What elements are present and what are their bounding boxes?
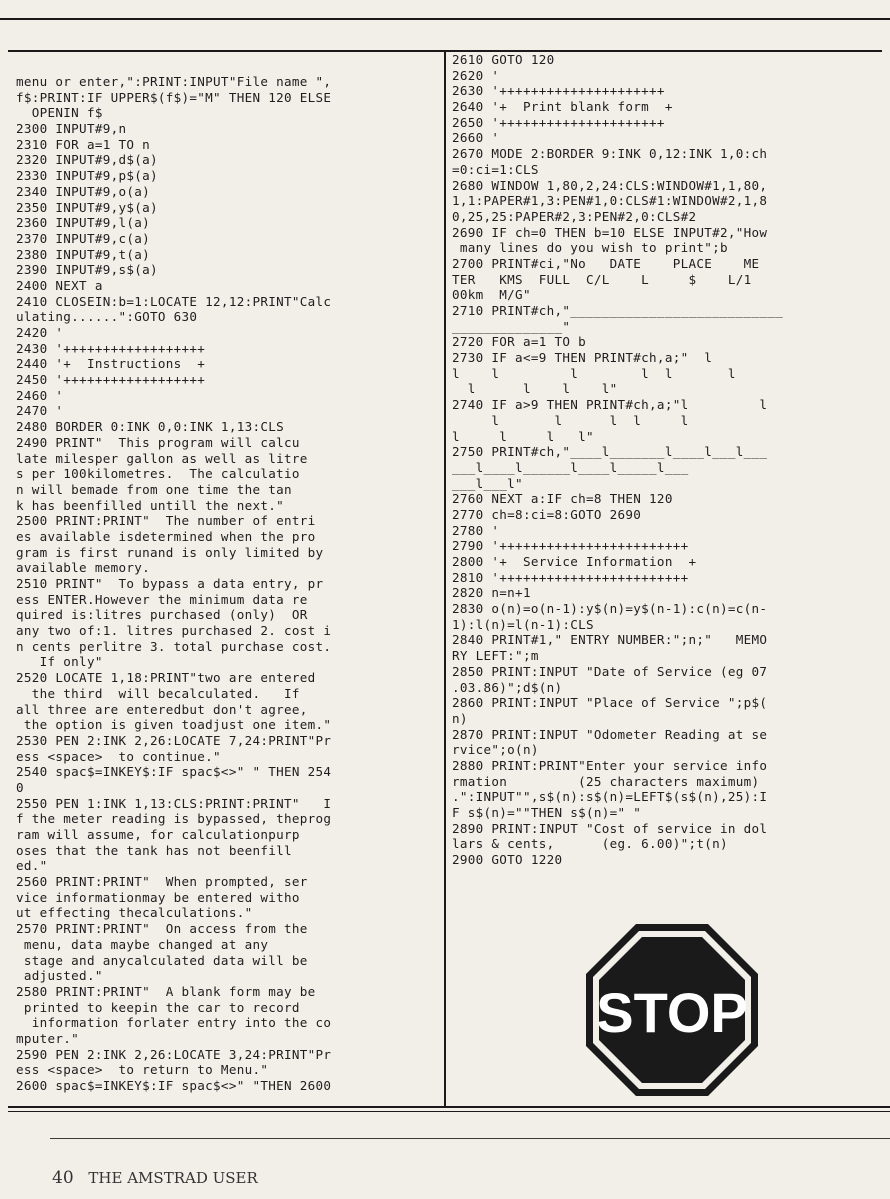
code-line: quired is:litres purchased (only) OR [16,607,308,623]
code-line: l l l l" [452,381,618,397]
code-line: l l l l" [452,428,594,444]
code-line: es available isdetermined when the pro [16,528,316,544]
code-line: 2630 '+++++++++++++++++++++ [452,83,665,99]
code-line: 2400 NEXT a [16,277,103,293]
code-line: .":INPUT"",s$(n):s$(n)=LEFT$(s$(n),25):I [452,789,768,805]
code-line: 2610 GOTO 120 [452,52,555,67]
code-line: l l l l l [452,412,689,428]
code-line: 2490 PRINT" This program will calcu [16,434,300,450]
stop-sign-text: STOP [596,981,748,1044]
code-line: vice informationmay be entered witho [16,889,300,905]
code-line: 2410 CLOSEIN:b=1:LOCATE 12,12:PRINT"Calc [16,293,332,309]
code-line: 2320 INPUT#9,d$(a) [16,152,158,168]
code-line: 2840 PRINT#1," ENTRY NUMBER:";n;" MEMO [452,632,768,648]
code-line: ___l___l" [452,475,523,491]
code-line: 2430 '++++++++++++++++++ [16,340,206,356]
code-line: 2580 PRINT:PRINT" A blank form may be [16,983,316,999]
code-line: ed." [16,858,48,874]
page-footer [52,1168,258,1188]
code-line: oses that the tank has not beenfill [16,842,292,858]
code-line: ram will assume, for calculationpurp [16,827,300,842]
code-line: ess ENTER.However the minimum data re [16,591,308,607]
code-line: 2760 NEXT a:IF ch=8 THEN 120 [452,491,673,507]
code-line: menu, data maybe changed at any [16,936,269,952]
column-divider [444,50,446,1108]
code-line: n cents perlitre 3. total purchase cost. [16,638,332,654]
code-line: 2670 MODE 2:BORDER 9:INK 0,12:INK 1,0:ch [452,146,768,162]
code-line: 2790 '++++++++++++++++++++++++ [452,538,689,554]
code-line: 2820 n=n+1 [452,585,531,601]
code-line: 2420 ' [16,325,64,340]
code-line: stage and anycalculated data will be [16,952,308,968]
code-line: 2310 FOR a=1 TO n [16,136,150,152]
code-line: 2620 ' [452,67,500,83]
code-line: 2380 INPUT#9,t(a) [16,246,150,262]
code-line: 2510 PRINT" To bypass a data entry, pr [16,576,324,591]
code-line: 00km M/G" [452,287,531,303]
code-line: 2650 '+++++++++++++++++++++ [452,114,665,130]
code-line: ess <space> to continue." [16,748,221,764]
footer-rule [50,1138,890,1139]
code-line: 2830 o(n)=o(n-1):y$(n)=y$(n-1):c(n)=c(n- [452,601,768,617]
code-line: 0,25,25:PAPER#2,3:PEN#2,0:CLS#2 [452,208,697,224]
code-line: If only" [16,654,103,670]
code-line: 2470 ' [16,403,64,419]
code-line: 2890 PRINT:INPUT "Cost of service in dol [452,820,768,836]
code-line: f$:PRINT:IF UPPER$(f$)="M" THEN 120 ELSE [16,89,332,105]
code-line: 2750 PRINT#ch,"____l_______l____l___l___ [452,444,768,460]
stop-sign-icon [584,922,760,1098]
code-line: adjusted." [16,968,103,984]
top-rule [0,18,890,20]
code-line: 2660 ' [452,130,500,146]
code-line: 2900 GOTO 1220 [452,852,563,868]
code-line: 2870 PRINT:INPUT "Odometer Reading at se [452,726,768,742]
code-line: 1,1:PAPER#1,3:PEN#1,0:CLS#1:WINDOW#2,1,8 [452,193,768,209]
code-line: 2570 PRINT:PRINT" On access from the [16,921,308,937]
code-line: available memory. [16,560,150,576]
code-line: printed to keepin the car to record [16,999,300,1015]
code-line: .03.86)";d$(n) [452,679,563,695]
page-number: 40 [52,1168,74,1188]
code-line: 2690 IF ch=0 THEN b=10 ELSE INPUT#2,"How [452,224,768,240]
listing-box-bottom-rule [8,1111,890,1112]
code-line: 2480 BORDER 0:INK 0,0:INK 1,13:CLS [16,419,284,435]
code-line: 2330 INPUT#9,p$(a) [16,168,158,184]
code-line: 2640 '+ Print blank form + [452,99,673,115]
code-line: 2520 LOCATE 1,18:PRINT"two are entered [16,670,316,686]
code-line: the option is given toadjust one item." [16,717,332,733]
code-line: 2850 PRINT:INPUT "Date of Service (eg 07 [452,663,768,679]
code-line: 2370 INPUT#9,c(a) [16,230,150,246]
code-line: k has beenfilled untill the next." [16,497,284,513]
code-line: n) [452,710,468,726]
code-line: 1):l(n)=l(n-1):CLS [452,616,594,632]
code-line: many lines do you wish to print";b [452,240,728,256]
code-line: 2550 PEN 1:INK 1,13:CLS:PRINT:PRINT" I [16,795,332,811]
listing-right-column [452,52,882,868]
code-line: late milesper gallon as well as litre [16,450,308,466]
code-line: 2680 WINDOW 1,80,2,24:CLS:WINDOW#1,1,80, [452,177,768,193]
code-line: gram is first runand is only limited by [16,544,324,560]
code-line: 2440 '+ Instructions + [16,356,206,372]
code-line: OPENIN f$ [16,105,103,121]
code-line: ut effecting thecalculations." [16,905,253,921]
code-line: 2720 FOR a=1 TO b [452,334,586,350]
code-line: 0 [16,779,24,795]
code-line: 2540 spac$=INKEY$:IF spac$<>" " THEN 254 [16,764,332,780]
code-line: F s$(n)=""THEN s$(n)=" " [452,805,642,820]
code-line: ___l____l______l____l_____l___ [452,459,689,475]
code-line: menu or enter,":PRINT:INPUT"File name ", [16,74,332,89]
code-line: any two of:1. litres purchased 2. cost i [16,623,332,639]
code-line: 2560 PRINT:PRINT" When prompted, ser [16,874,308,890]
code-line: TER KMS FULL C/L L $ L/1 [452,271,752,287]
code-line: mputer." [16,1030,80,1046]
code-line: rmation (25 characters maximum) [452,773,760,789]
code-line: ______________" [452,318,571,334]
code-line: 2500 PRINT:PRINT" The number of entri [16,513,316,529]
code-line: f the meter reading is bypassed, theprog [16,811,332,827]
code-line: 2340 INPUT#9,o(a) [16,183,150,199]
publication-name: THE AMSTRAD USER [88,1169,258,1187]
code-line: n will bemade from one time the tan [16,481,292,497]
code-line: 2390 INPUT#9,s$(a) [16,262,158,278]
listing-left-column [16,74,440,1094]
code-line: RY LEFT:";m [452,648,539,664]
code-line: 2530 PEN 2:INK 2,26:LOCATE 7,24:PRINT"Pr [16,732,332,748]
code-line: the third will becalculated. If [16,685,300,701]
code-line: 2800 '+ Service Information + [452,554,697,569]
code-line: 2740 IF a>9 THEN PRINT#ch,a;"l l [452,397,768,413]
code-line: 2810 '++++++++++++++++++++++++ [452,569,689,585]
code-line: =0:ci=1:CLS [452,161,539,177]
code-line: ess <space> to return to Menu." [16,1062,269,1078]
code-line: 2770 ch=8:ci=8:GOTO 2690 [452,506,642,522]
code-line: all three are enteredbut don't agree, [16,701,308,717]
code-line: rvice";o(n) [452,742,539,758]
code-line: 2460 ' [16,387,64,403]
code-line: 2730 IF a<=9 THEN PRINT#ch,a;" l [452,350,713,366]
code-line: 2350 INPUT#9,y$(a) [16,199,158,215]
code-line: s per 100kilometres. The calculatio [16,466,300,482]
code-line: 2860 PRINT:INPUT "Place of Service ";p$( [452,695,768,711]
code-line: information forlater entry into the co [16,1015,332,1031]
code-line: 2710 PRINT#ch,"___________________________ [452,303,784,318]
code-line: 2360 INPUT#9,l(a) [16,215,150,231]
code-line: 2300 INPUT#9,n [16,121,127,137]
code-line: l l l l l l [452,365,736,381]
code-line: 2880 PRINT:PRINT"Enter your service info [452,757,768,773]
code-line: ulating......":GOTO 630 [16,309,198,325]
code-line: lars & cents, (eg. 6.00)";t(n) [452,836,728,852]
code-line: 2590 PEN 2:INK 2,26:LOCATE 3,24:PRINT"Pr [16,1046,332,1062]
listing-box-bottom [8,1106,890,1108]
code-line: 2700 PRINT#ci,"No DATE PLACE ME [452,255,760,271]
code-line: 2780 ' [452,522,500,538]
code-line: 2450 '++++++++++++++++++ [16,372,206,388]
code-line: 2600 spac$=INKEY$:IF spac$<>" "THEN 2600 [16,1078,332,1093]
